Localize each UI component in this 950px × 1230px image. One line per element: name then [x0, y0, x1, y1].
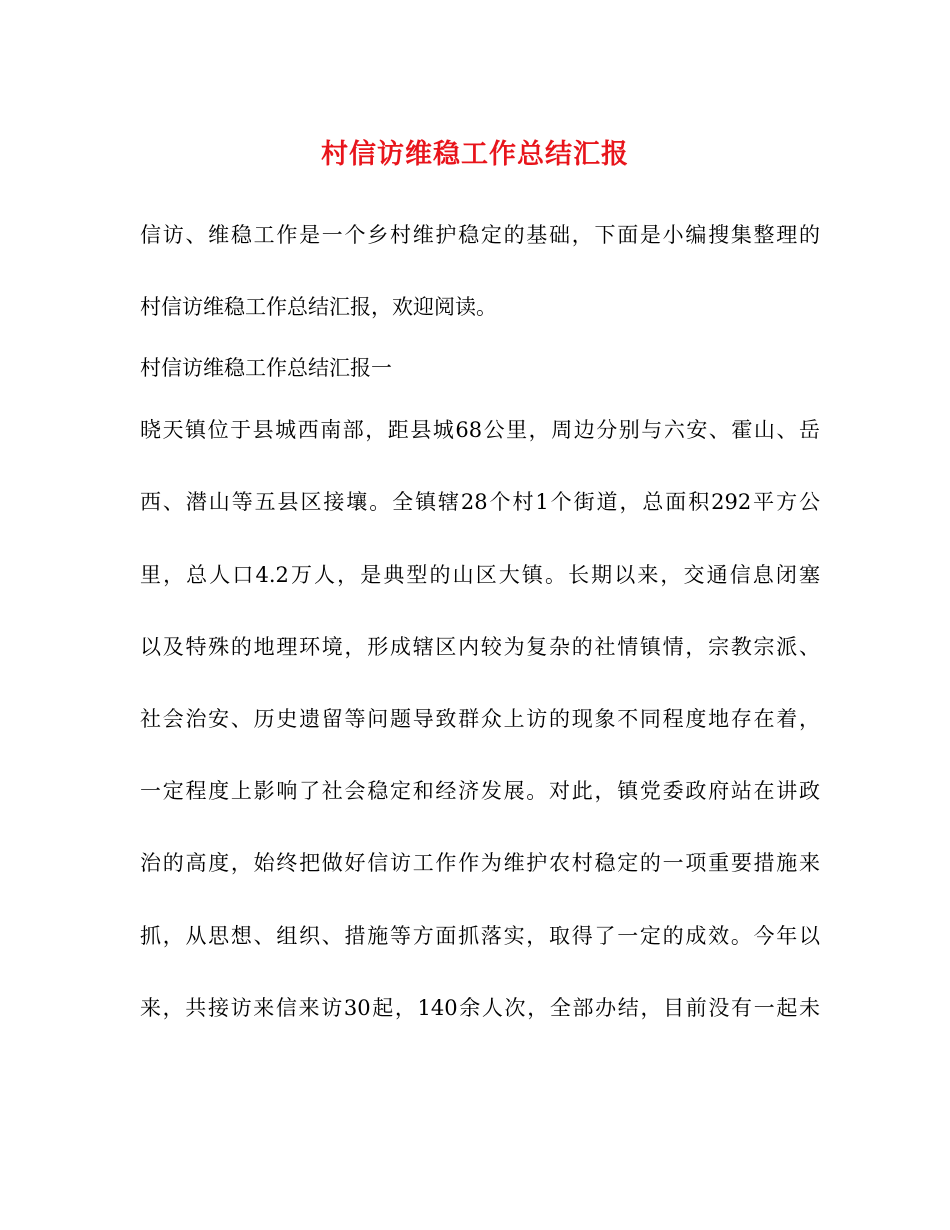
body-line-9: 来，共接访来信来访30起，140余人次，全部办结，目前没有一起未	[140, 996, 820, 1020]
body-line-2: 西、潜山等五县区接壤。全镇辖28个村1个街道，总面积292平方公	[140, 490, 820, 514]
body-line-7: 治的高度，始终把做好信访工作作为维护农村稳定的一项重要措施来	[140, 851, 820, 875]
body-line-1: 晓天镇位于县城西南部，距县城68公里，周边分别与六安、霍山、岳	[140, 418, 820, 442]
body-line-5: 社会治安、历史遗留等问题导致群众上访的现象不同程度地存在着，	[140, 707, 820, 731]
document-title: 村信访维稳工作总结汇报	[321, 139, 629, 170]
body-line-3: 里，总人口4.2万人，是典型的山区大镇。长期以来，交通信息闭塞	[140, 563, 820, 587]
intro-line-2: 村信访维稳工作总结汇报，欢迎阅读。	[140, 295, 497, 319]
body-line-8: 抓，从思想、组织、措施等方面抓落实，取得了一定的成效。今年以	[140, 924, 820, 948]
section-heading: 村信访维稳工作总结汇报一	[140, 356, 392, 380]
intro-line-1: 信访、维稳工作是一个乡村维护稳定的基础，下面是小编搜集整理的	[140, 223, 820, 247]
body-line-4: 以及特殊的地理环境，形成辖区内较为复杂的社情镇情，宗教宗派、	[140, 635, 820, 659]
body-line-6: 一定程度上影响了社会稳定和经济发展。对此，镇党委政府站在讲政	[140, 779, 820, 803]
